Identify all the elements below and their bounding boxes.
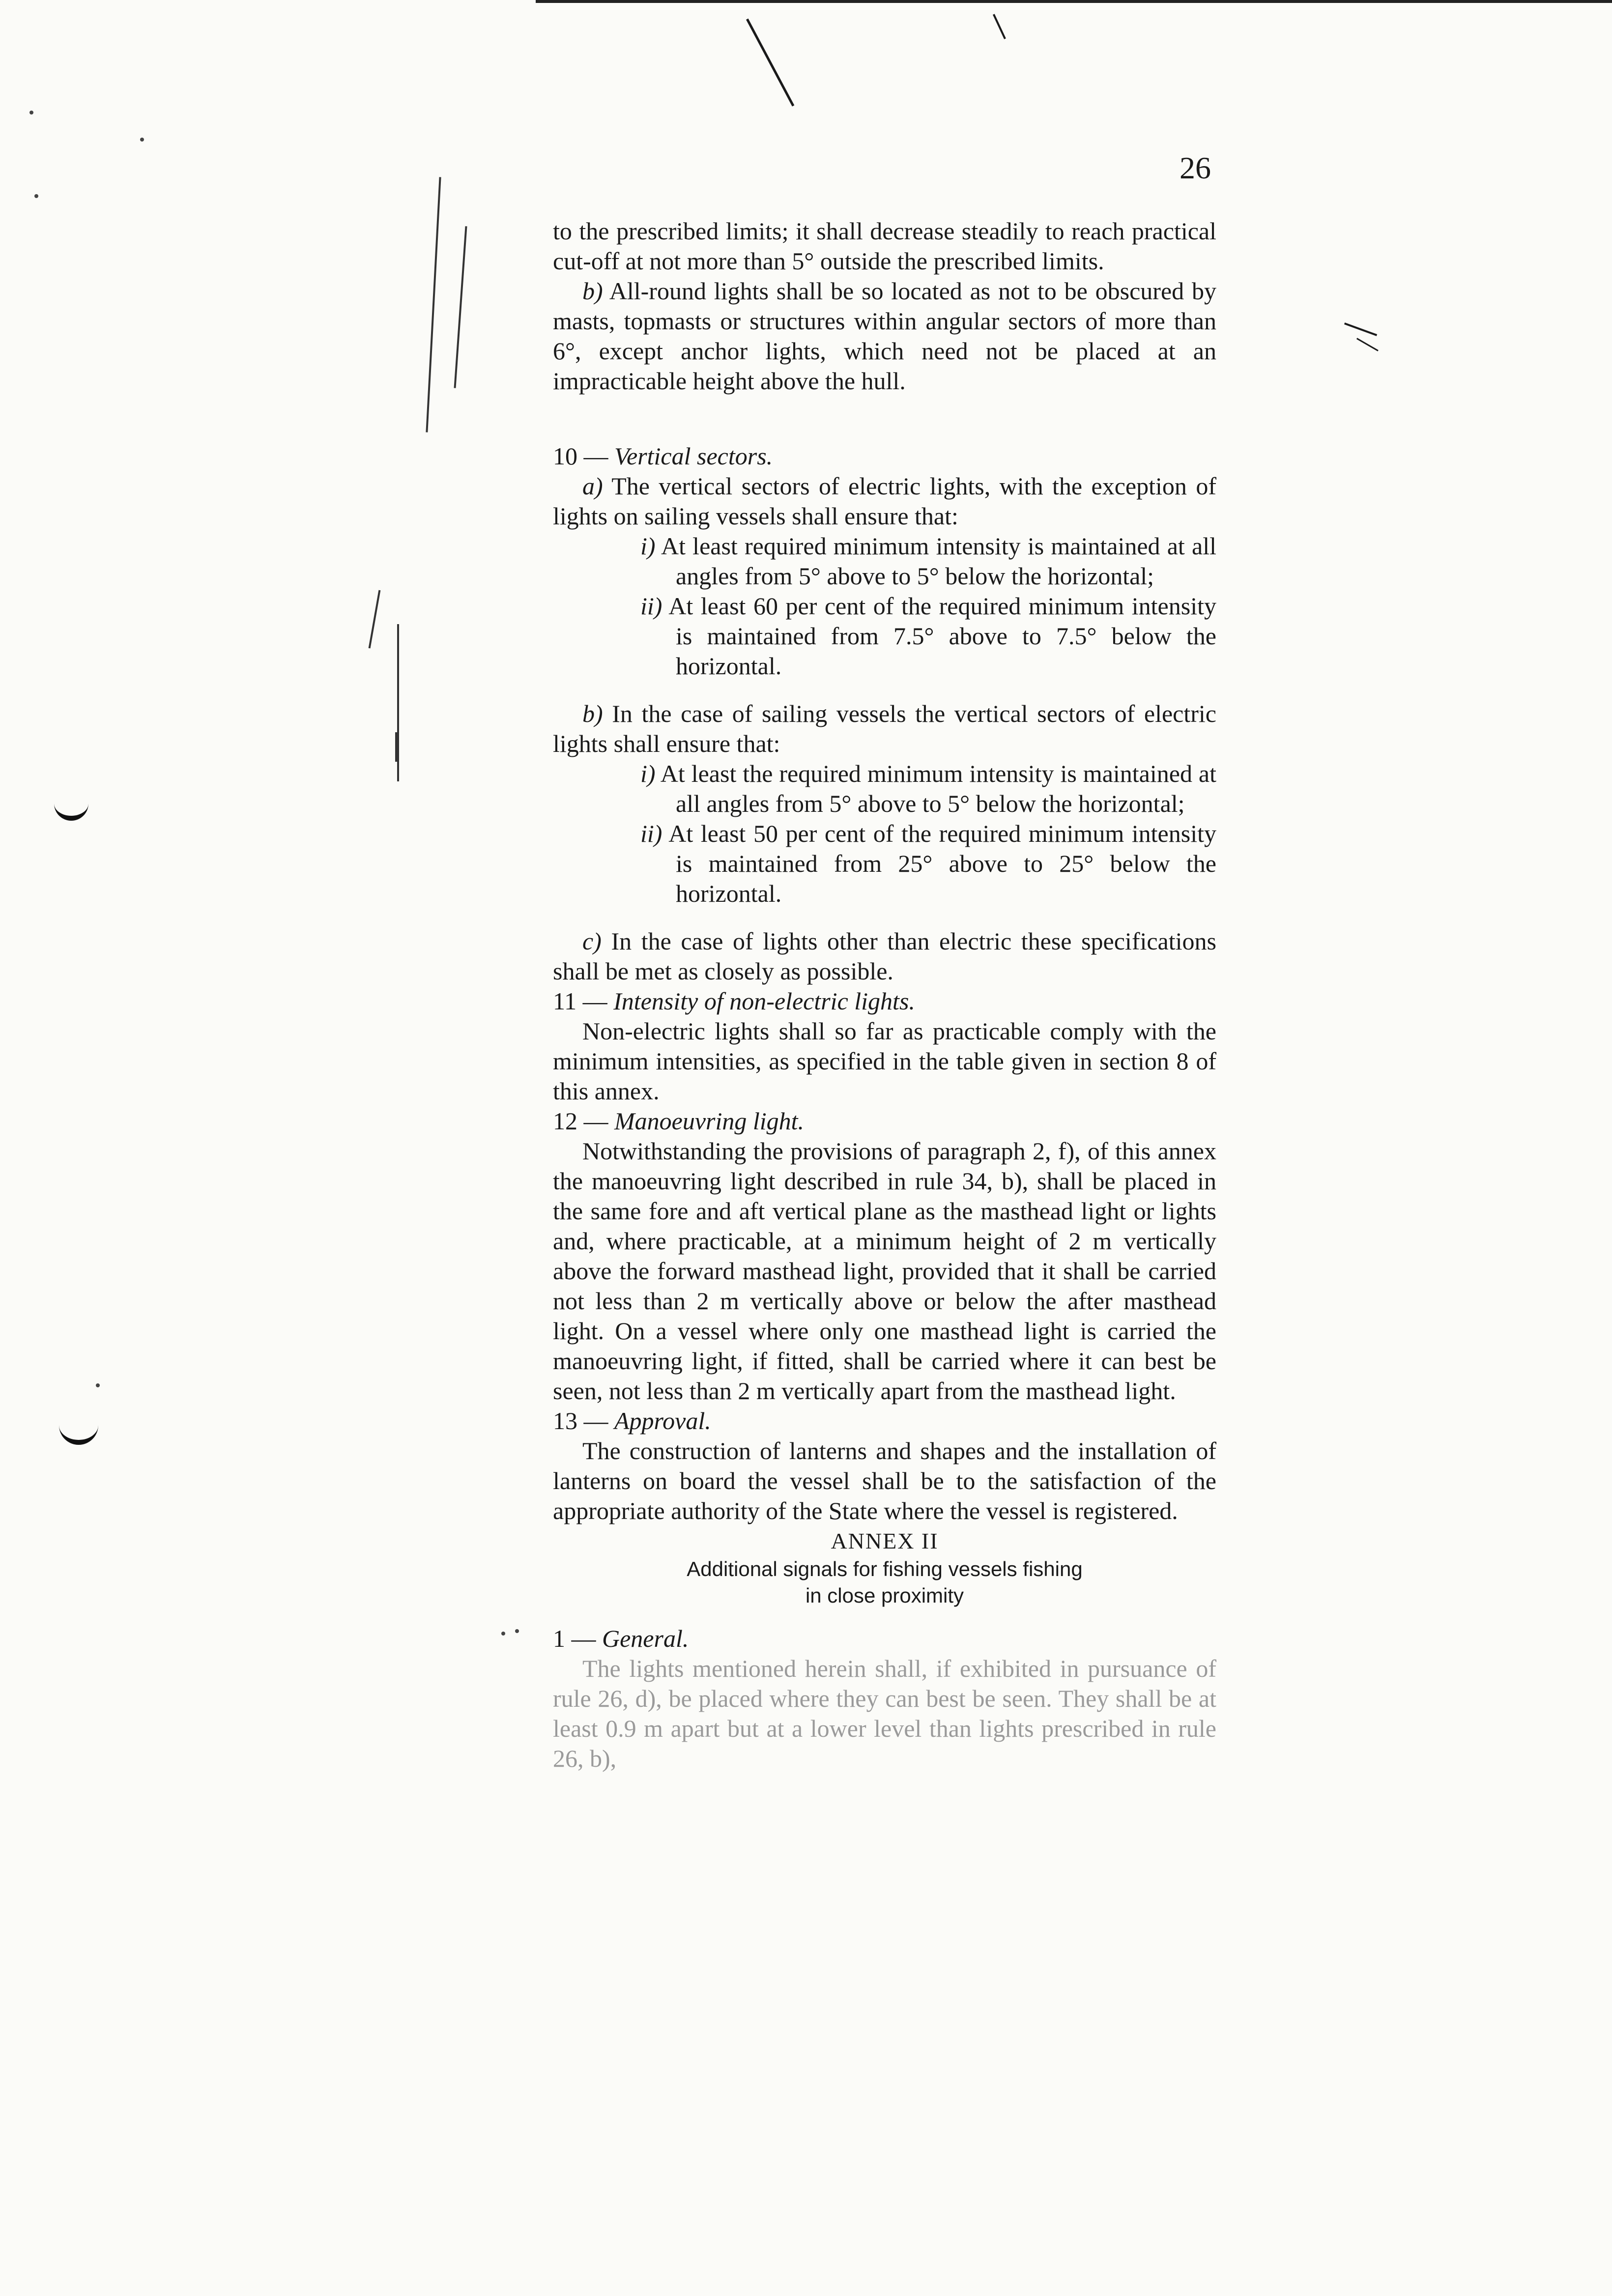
paragraph-text: In the case of lights other than electric these specifications shall be met as closely as possible. — [553, 927, 1216, 985]
scan-mark-2 — [59, 1425, 98, 1445]
paragraph-text: In the case of sailing vessels the vertical sectors of electric lights shall ensure that: — [553, 700, 1216, 757]
section-13-heading — [553, 1406, 1216, 1436]
section-10-b — [553, 699, 1216, 759]
paragraph-intro-b — [553, 276, 1216, 396]
section-13-text: The construction of lanterns and shapes and the installation of lanterns on board the vessel shall be to the satisfaction of the appropriate authority of the State where the vessel is registered. — [553, 1437, 1216, 1524]
top-edge-line — [536, 0, 1612, 3]
annex-title: ANNEX II — [831, 1528, 939, 1553]
scan-stroke-top-small — [993, 14, 1006, 39]
section-11-heading — [553, 986, 1216, 1016]
item-marker: b) — [582, 277, 603, 305]
section-12-heading — [553, 1106, 1216, 1136]
list-item-text: At least the required minimum intensity is maintained at all angles from 5° above to 5° below the horizontal; — [655, 760, 1216, 817]
section-12-text: Notwithstanding the provisions of paragraph 2, f), of this annex the manoeuvring light described in rule 34, b), shall be placed in the same fore and aft vertical plane as the masthead light or lights and, where practicable, at a minimum height of 2 m vertically above the forward masthead light, provided that it shall be carried not less than 2 m vertically above or below the after masthead light. On a vessel where only one masthead light is carried the manoeuvring light, if fitted, shall be carried where it can best be seen, not less than 2 m vertically apart from the masthead light. — [553, 1137, 1216, 1405]
list-item-text: At least 50 per cent of the required minimum intensity is maintained from 25° above to 25° below the horizontal. — [662, 820, 1216, 907]
scan-dot-2 — [34, 194, 38, 198]
document-body — [553, 216, 1216, 1774]
section-10-b-list — [612, 759, 1216, 909]
section-number: 1 — — [553, 1625, 602, 1652]
margin-line-1 — [426, 177, 441, 432]
annex-subtitle-line-1: Additional signals for fishing vessels fishing — [687, 1557, 1083, 1580]
section-11-text: Non-electric lights shall so far as practicable comply with the minimum intensities, as specified in the table given in section 8 of this annex. — [553, 1017, 1216, 1105]
margin-line-5 — [395, 732, 397, 762]
annex-section-1-heading — [553, 1624, 1216, 1654]
scan-stroke-right-2 — [1356, 338, 1379, 351]
section-title: Intensity of non-electric lights. — [613, 987, 915, 1015]
list-item-text: At least 60 per cent of the required minimum intensity is maintained from 7.5° above to 7.5° below the horizontal. — [662, 592, 1216, 680]
scan-dot-3 — [140, 138, 144, 142]
paragraph-text: All-round lights shall be so located as not to be obscured by masts, topmasts or structures within angular sectors of more than 6°, except anchor lights, which need not be placed at an impracticable height above the hull. — [553, 277, 1216, 395]
section-10-c — [553, 926, 1216, 986]
margin-line-2 — [454, 226, 467, 388]
section-number: 12 — — [553, 1107, 614, 1135]
list-item — [612, 531, 1216, 591]
list-item — [612, 759, 1216, 819]
section-number: 10 — — [553, 442, 614, 470]
item-marker: a) — [582, 472, 603, 500]
section-number: 11 — — [553, 987, 614, 1015]
paragraph-text: The vertical sectors of electric lights, with the exception of lights on sailing vessels shall ensure that: — [553, 472, 1216, 530]
margin-line-4 — [369, 590, 381, 649]
scan-dot-6 — [515, 1629, 519, 1633]
scan-dot-1 — [29, 111, 33, 115]
section-title: Approval. — [614, 1407, 711, 1435]
annex-subtitle-line-2: in close proximity — [805, 1584, 964, 1607]
scan-stroke-top — [746, 19, 794, 107]
item-marker: b) — [582, 700, 603, 727]
section-10-a — [553, 471, 1216, 531]
section-title: General. — [602, 1625, 689, 1652]
page-number: 26 — [1180, 150, 1211, 185]
section-number: 13 — — [553, 1407, 614, 1435]
item-marker: i) — [640, 760, 656, 787]
item-marker: ii) — [640, 592, 662, 620]
item-marker: c) — [582, 927, 602, 955]
list-item — [612, 591, 1216, 681]
section-10-heading — [553, 441, 1216, 471]
scan-mark-1 — [54, 801, 88, 821]
item-marker: i) — [640, 532, 656, 560]
scan-dot-5 — [501, 1632, 505, 1636]
list-item — [612, 819, 1216, 909]
paragraph-intro: to the prescribed limits; it shall decrease steadily to reach practical cut-off at not more than 5° outside the prescribed limits. — [553, 217, 1216, 275]
section-10-a-list — [612, 531, 1216, 681]
annex-section-1-text: The lights mentioned herein shall, if exhibited in pursuance of rule 26, d), be placed where they can best be seen. They shall be at least 0.9 m apart but at a lower level than lights prescribed in rule 26, b), — [553, 1655, 1216, 1772]
spacer — [553, 909, 1216, 926]
list-item-text: At least required minimum intensity is maintained at all angles from 5° above to 5° below the horizontal; — [655, 532, 1216, 590]
spacer — [553, 681, 1216, 699]
scan-stroke-right — [1344, 322, 1377, 336]
section-title: Manoeuvring light. — [614, 1107, 805, 1135]
scan-dot-4 — [96, 1383, 100, 1387]
margin-line-3 — [397, 624, 399, 781]
section-title: Vertical sectors. — [614, 442, 773, 470]
item-marker: ii) — [640, 820, 662, 847]
